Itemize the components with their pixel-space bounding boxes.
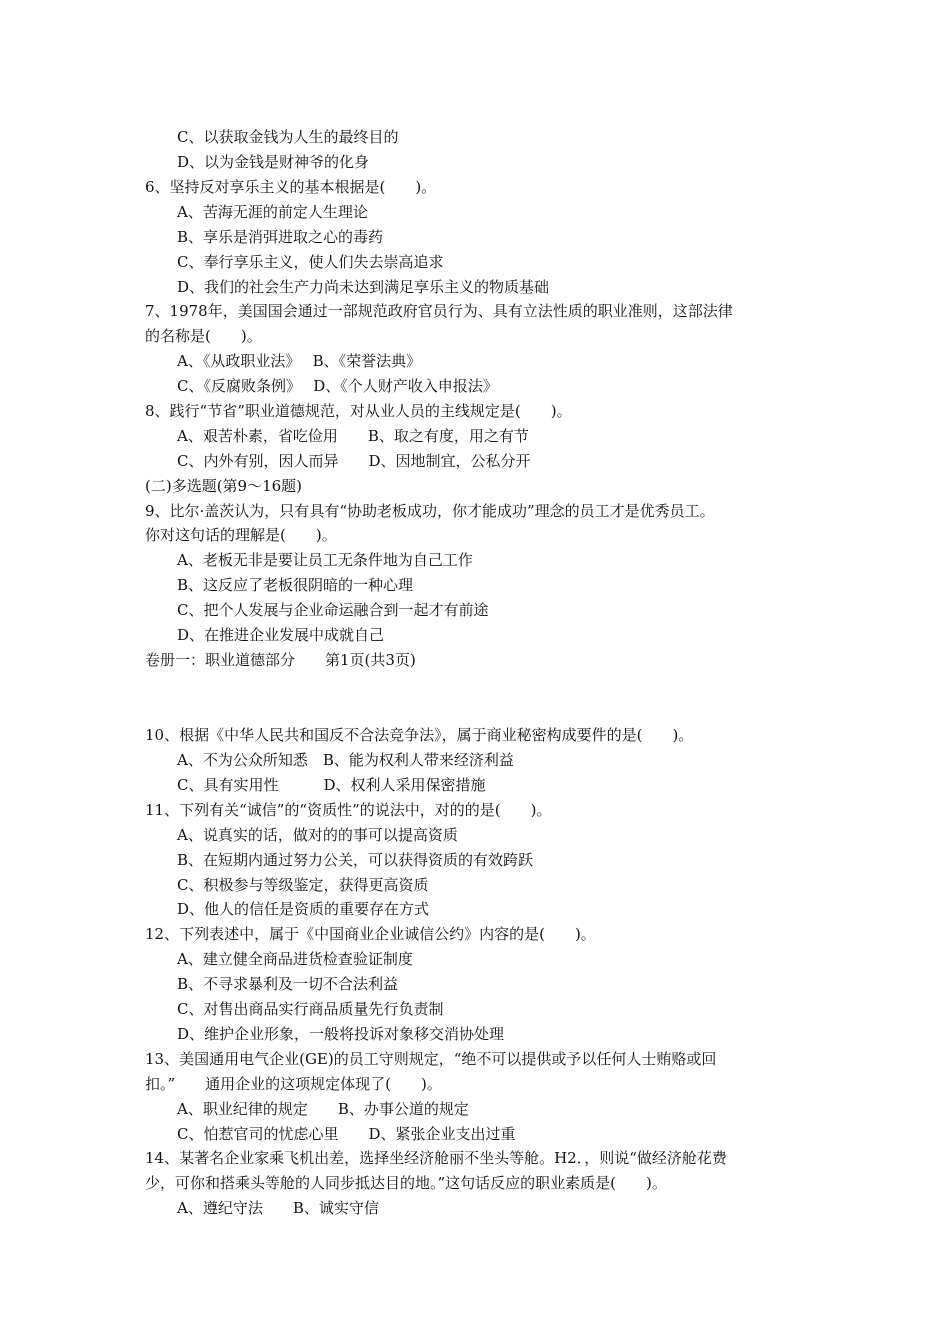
options-13ab: A、职业纪律的规定 B、办事公道的规定 xyxy=(177,1100,469,1118)
option-12a: A、建立健全商品进货检查验证制度 xyxy=(177,950,413,968)
section-heading: (二)多选题(第9～16题) xyxy=(145,477,303,495)
options-10ab: A、不为公众所知悉 B、能为权利人带来经济利益 xyxy=(177,751,514,769)
option-5d: D、以为金钱是财神爷的化身 xyxy=(177,153,370,171)
question-9: 9、比尔·盖茨认为，只有具有“协助老板成功，你才能成功”理念的员工才是优秀员工。 xyxy=(145,502,715,520)
option-11b: B、在短期内通过努力公关，可以获得资质的有效跨跃 xyxy=(177,851,534,869)
options-8ab: A、艰苦朴素，省吃俭用 B、取之有度，用之有节 xyxy=(177,427,529,445)
page-footer: 卷册一：职业道德部分 第1页(共3页) xyxy=(145,651,416,669)
option-12d: D、维护企业形象，一般将投诉对象移交消协处理 xyxy=(177,1025,505,1043)
option-5c: C、以获取金钱为人生的最终目的 xyxy=(177,128,399,146)
question-9-cont: 你对这句话的理解是( )。 xyxy=(145,526,337,544)
option-9b: B、这反应了老板很阴暗的一种心理 xyxy=(177,576,414,594)
question-8: 8、践行“节省”职业道德规范，对从业人员的主线规定是( )。 xyxy=(145,402,572,420)
option-6b: B、享乐是消弭进取之心的毒药 xyxy=(177,228,384,246)
question-7: 7、1978年，美国国会通过一部规范政府官员行为、具有立法性质的职业准则，这部法律 xyxy=(145,302,733,320)
option-11c: C、积极参与等级鉴定，获得更高资质 xyxy=(177,876,429,894)
question-7-cont: 的名称是( )。 xyxy=(145,327,262,345)
question-14-cont: 少，可你和搭乘头等舱的人同步抵达目的地。”这句话反应的职业素质是( )。 xyxy=(145,1174,667,1192)
question-12: 12、下列表述中，属于《中国商业企业诚信公约》内容的是( )。 xyxy=(145,925,596,943)
option-9c: C、把个人发展与企业命运融合到一起才有前途 xyxy=(177,601,489,619)
option-6c: C、奉行享乐主义，使人们失去崇高追求 xyxy=(177,253,444,271)
question-11: 11、下列有关“诚信”的“资质性”的说法中，对的的是( )。 xyxy=(145,801,552,819)
question-13: 13、美国通用电气企业(GE)的员工守则规定，“绝不可以提供或予以任何人士贿赂或回 xyxy=(145,1050,717,1068)
options-13cd: C、怕惹官司的忧虑心里 D、紧张企业支出过重 xyxy=(177,1125,516,1143)
option-9d: D、在推进企业发展中成就自己 xyxy=(177,626,385,644)
option-11d: D、他人的信任是资质的重要存在方式 xyxy=(177,900,430,918)
question-13-cont: 扣。” 通用企业的这项规定体现了( )。 xyxy=(145,1075,442,1093)
question-14: 14、某著名企业家乘飞机出差，选择坐经济舱丽不坐头等舱。H2．，则说“做经济舱花费 xyxy=(145,1149,727,1167)
options-8cd: C、内外有别，因人而异 D、因地制宜，公私分开 xyxy=(177,452,531,470)
option-9a: A、老板无非是要让员工无条件地为自己工作 xyxy=(177,551,473,569)
option-11a: A、说真实的话，做对的的事可以提高资质 xyxy=(177,826,458,844)
option-6d: D、我们的社会生产力尚未达到满足享乐主义的物质基础 xyxy=(177,278,550,296)
options-7ab: A、《从政职业法》 B、《荣誉法典》 xyxy=(177,352,422,370)
options-14ab: A、遵纪守法 B、诚实守信 xyxy=(177,1199,379,1217)
option-6a: A、苦海无涯的前定人生理论 xyxy=(177,203,368,221)
options-7cd: C、《反腐败条例》 D、《个人财产收入申报法》 xyxy=(177,377,498,395)
option-12b: B、不寻求暴利及一切不合法利益 xyxy=(177,975,399,993)
question-10: 10、根据《中华人民共和国反不合法竞争法》，属于商业秘密构成要件的是( )。 xyxy=(145,726,694,744)
options-10cd: C、具有实用性 D、权利人采用保密措施 xyxy=(177,776,486,794)
question-6: 6、坚持反对享乐主义的基本根据是( )。 xyxy=(145,178,437,196)
option-12c: C、对售出商品实行商品质量先行负责制 xyxy=(177,1000,444,1018)
